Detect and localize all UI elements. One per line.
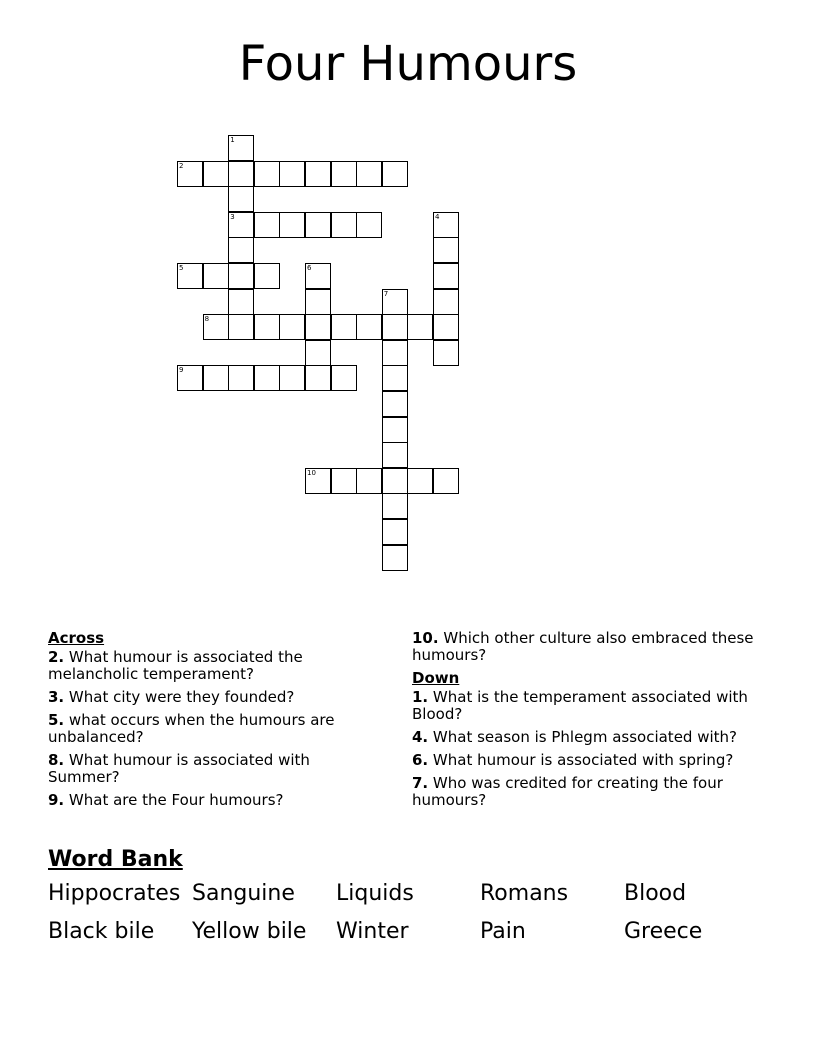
word-bank-item: Liquids xyxy=(336,881,414,906)
word-bank-title: Word Bank xyxy=(48,847,183,872)
grid-cell[interactable] xyxy=(305,161,331,187)
grid-cell[interactable] xyxy=(331,468,357,494)
clue-number: 5 xyxy=(179,264,184,272)
clues-column-right xyxy=(412,630,772,815)
grid-cell[interactable] xyxy=(382,161,408,187)
grid-cell[interactable] xyxy=(382,468,408,494)
clue-number: 6 xyxy=(307,264,312,272)
grid-cell[interactable] xyxy=(356,212,382,238)
grid-cell[interactable] xyxy=(382,493,408,519)
grid-cell[interactable] xyxy=(433,314,459,340)
grid-cell[interactable] xyxy=(331,314,357,340)
word-bank-item: Romans xyxy=(480,881,569,906)
grid-cell[interactable] xyxy=(382,365,408,391)
grid-cell[interactable] xyxy=(331,161,357,187)
word-bank-item: Pain xyxy=(480,919,526,944)
grid-cell[interactable] xyxy=(382,314,408,340)
grid-cell[interactable] xyxy=(203,314,229,340)
word-bank-item: Black bile xyxy=(48,919,155,944)
word-bank-item: Yellow bile xyxy=(192,919,307,944)
down-heading: Down xyxy=(412,669,460,687)
grid-cell[interactable] xyxy=(254,161,280,187)
grid-cell[interactable] xyxy=(279,161,305,187)
across-clue-2: 2. What humour is associated the melancholic temperament? xyxy=(48,648,303,683)
clue-number: 3 xyxy=(230,212,235,221)
grid-cell[interactable] xyxy=(228,186,254,212)
grid-cell[interactable] xyxy=(305,289,331,315)
across-clue-8: 8. What humour is associated with Summer? xyxy=(48,751,310,786)
word-bank-item: Sanguine xyxy=(192,881,295,906)
grid-cell[interactable] xyxy=(228,237,254,263)
grid-cell[interactable] xyxy=(279,212,305,238)
grid-cell[interactable] xyxy=(382,417,408,443)
grid-cell[interactable] xyxy=(254,263,280,289)
grid-cell[interactable] xyxy=(433,468,459,494)
grid-cell[interactable] xyxy=(382,289,408,315)
word-bank xyxy=(48,880,768,946)
down-clue-1: 1. What is the temperament associated with Blood? xyxy=(412,688,748,723)
across-clue-10: 10. Which other culture also embraced these humours? xyxy=(412,629,754,664)
grid-cell[interactable] xyxy=(177,263,203,289)
grid-cell[interactable] xyxy=(228,365,254,391)
grid-cell[interactable] xyxy=(177,365,203,391)
grid-cell[interactable] xyxy=(331,365,357,391)
grid-cell[interactable] xyxy=(305,340,331,366)
grid-cell[interactable] xyxy=(228,212,254,238)
clue-number: 1 xyxy=(230,136,235,144)
word-bank-item: Hippocrates xyxy=(48,881,181,906)
clue-number: 9 xyxy=(179,366,184,375)
grid-cell[interactable] xyxy=(228,161,254,187)
grid-cell[interactable] xyxy=(254,212,280,238)
grid-cell[interactable] xyxy=(382,391,408,417)
grid-cell[interactable] xyxy=(356,468,382,494)
grid-cell[interactable] xyxy=(203,365,229,391)
grid-cell[interactable] xyxy=(331,212,357,238)
grid-cell[interactable] xyxy=(203,263,229,289)
grid-cell[interactable] xyxy=(177,161,203,187)
clue-number: 2 xyxy=(179,161,184,170)
puzzle-title: Four Humours xyxy=(238,36,578,92)
grid-cell[interactable] xyxy=(305,263,331,289)
grid-cell[interactable] xyxy=(305,314,331,340)
down-clue-4: 4. What season is Phlegm associated with? xyxy=(412,728,737,746)
grid-cell[interactable] xyxy=(228,289,254,315)
grid-cell[interactable] xyxy=(382,519,408,545)
grid-cell[interactable] xyxy=(433,340,459,366)
grid-cell[interactable] xyxy=(254,314,280,340)
grid-cell[interactable] xyxy=(228,135,254,161)
down-clue-6: 6. What humour is associated with spring? xyxy=(412,751,734,769)
clue-number: 8 xyxy=(204,315,210,324)
grid-cell[interactable] xyxy=(433,289,459,315)
grid-cell[interactable] xyxy=(203,161,229,187)
grid-cell[interactable] xyxy=(407,468,433,494)
down-clue-7: 7. Who was credited for creating the four humours? xyxy=(412,774,723,809)
grid-cell[interactable] xyxy=(433,237,459,263)
grid-cell[interactable] xyxy=(356,161,382,187)
grid-cell[interactable] xyxy=(305,468,331,494)
grid-cell[interactable] xyxy=(356,314,382,340)
word-bank-item: Greece xyxy=(624,919,703,944)
grid-cell[interactable] xyxy=(228,263,254,289)
grid-cell[interactable] xyxy=(382,340,408,366)
grid-cell[interactable] xyxy=(254,365,280,391)
across-heading: Across xyxy=(48,629,105,647)
grid-cell[interactable] xyxy=(279,365,305,391)
clue-number: 4 xyxy=(435,212,440,221)
grid-cell[interactable] xyxy=(382,545,408,571)
grid-cell[interactable] xyxy=(433,212,459,238)
grid-cell[interactable] xyxy=(407,314,433,340)
across-clue-9: 9. What are the Four humours? xyxy=(48,791,284,809)
grid-cell[interactable] xyxy=(228,314,254,340)
across-clue-3: 3. What city were they founded? xyxy=(48,688,295,706)
grid-cell[interactable] xyxy=(305,365,331,391)
across-clue-5: 5. what occurs when the humours are unbalanced? xyxy=(48,711,335,746)
clue-number: 10 xyxy=(307,468,316,477)
clue-number: 7 xyxy=(383,289,389,298)
clues-column-left xyxy=(48,630,378,815)
grid-cell[interactable] xyxy=(382,442,408,468)
word-bank-item: Winter xyxy=(336,919,409,944)
grid-cell[interactable] xyxy=(279,314,305,340)
grid-cell[interactable] xyxy=(305,212,331,238)
word-bank-item: Blood xyxy=(624,881,687,906)
grid-cell[interactable] xyxy=(433,263,459,289)
